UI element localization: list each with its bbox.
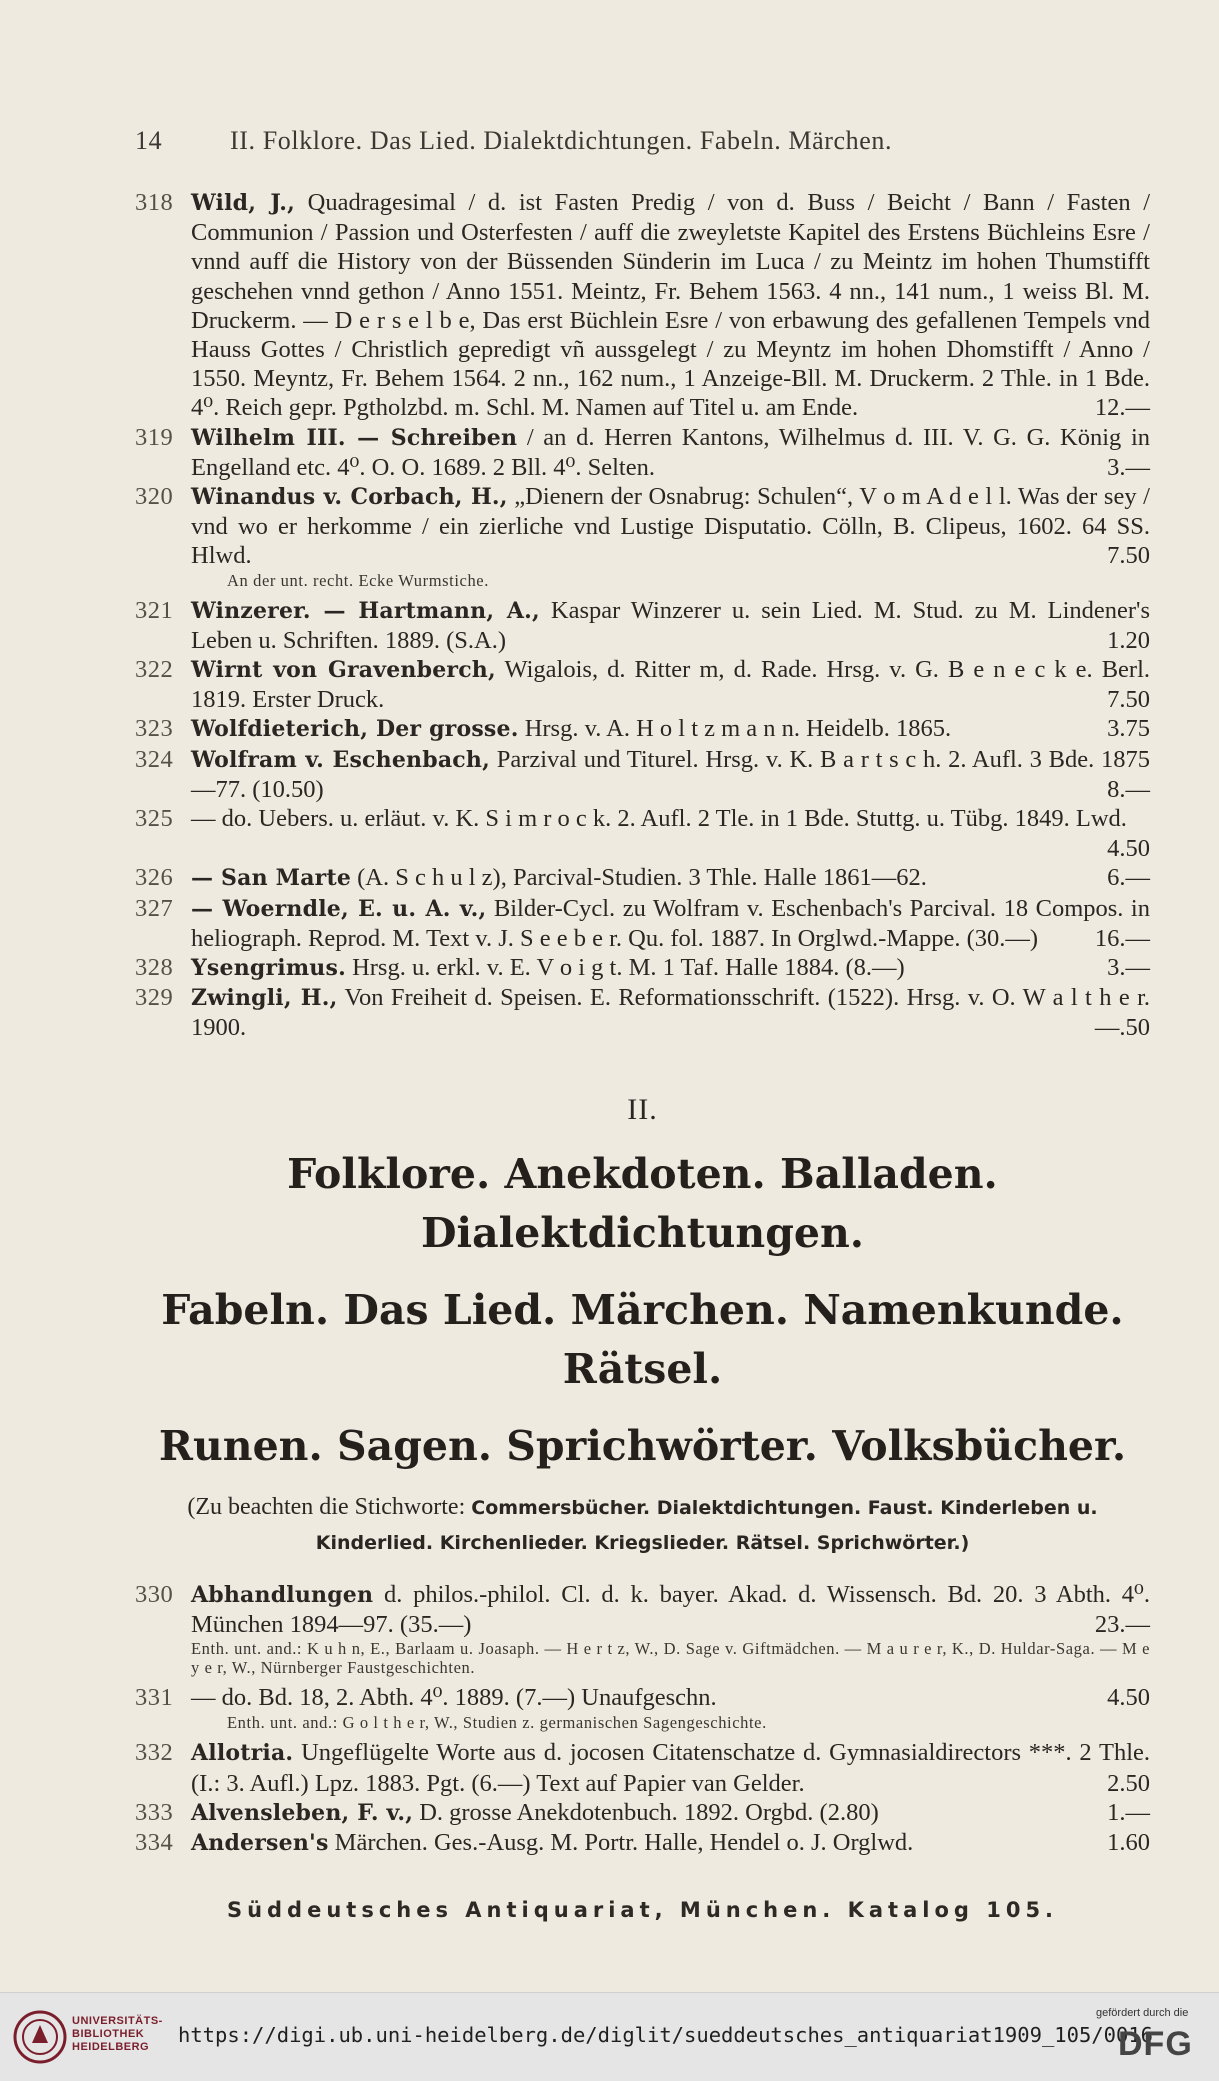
entry-number: 331 (135, 1684, 174, 1712)
entry-text: (A. S c h u l z), Parcival-Studien. 3 Thle. Halle 1861—62. (357, 864, 927, 892)
entry-number: 333 (135, 1798, 174, 1826)
catalog-entry (135, 188, 1150, 423)
section-title (135, 1145, 1150, 1476)
library-name-line: UNIVERSITÄTS- (72, 2015, 163, 2027)
running-head-title: II. Folklore. Das Lied. Dialektdichtungen. Fabeln. Märchen. (230, 126, 893, 155)
entry-list-section-2 (135, 1580, 1150, 1858)
entry-price: 3.75 (1107, 715, 1150, 743)
entry-number: 334 (135, 1828, 174, 1856)
library-name (72, 2015, 163, 2054)
entry-body (191, 1738, 1150, 1797)
see-also-note (135, 1490, 1150, 1560)
entry-author: Winzerer. — Hartmann, A., (191, 597, 540, 624)
funding-caption: gefördert durch die (1096, 2007, 1189, 2019)
university-seal-icon[interactable] (12, 2009, 68, 2065)
entry-price: 4.50 (1107, 1684, 1150, 1712)
entry-price: 7.50 (1107, 686, 1150, 714)
entry-body (191, 953, 1150, 983)
catalog-entry (135, 482, 1150, 571)
entry-text: Parzival und Titurel. Hrsg. v. K. B a r t s c h. 2. Aufl. 3 Bde. 1875—77. (10.50) (191, 745, 1150, 803)
entry-text: Wigalois, d. Ritter m, d. Rade. Hrsg. v. G. B e n e c k e. Berl. 1819. Erster Druck. (191, 656, 1150, 714)
entry-price: 8.— (1107, 775, 1150, 803)
entry-body (191, 655, 1150, 714)
entry-body (191, 482, 1150, 571)
entry-body (191, 983, 1150, 1042)
entry-price: 7.50 (1107, 542, 1150, 570)
section-number: II. (627, 1092, 658, 1126)
entry-text: Von Freiheit d. Speisen. E. Reformationsschrift. (1522). Hrsg. v. O. W a l t h e r. 1900. (191, 984, 1150, 1042)
entry-price: 2.50 (1107, 1769, 1150, 1797)
entry-author: Allotria. (191, 1740, 294, 1767)
entry-text: — do. Uebers. u. erläut. v. K. S i m r o c k. 2. Aufl. 2 Tle. in 1 Bde. Stuttg. u. Tübg. 1849. Lwd. (191, 805, 1127, 833)
entry-number: 326 (135, 864, 174, 892)
library-name-line: BIBLIOTHEK (72, 2028, 145, 2040)
dfg-logo[interactable]: DFG (1118, 2025, 1193, 2063)
entry-number: 322 (135, 656, 174, 684)
entry-price: 1.60 (1107, 1828, 1150, 1856)
catalog-footer: Süddeutsches Antiquariat, München. Katalog 105. (226, 1898, 1059, 1923)
entry-author: Ysengrimus. (191, 955, 346, 982)
entry-author: Alvensleben, F. v., (191, 1799, 414, 1826)
entry-number: 324 (135, 745, 174, 773)
entry-body (191, 804, 1150, 863)
entry-number: 328 (135, 954, 174, 982)
entry-body (191, 1683, 1150, 1713)
entry-body (191, 188, 1150, 423)
page-number: 14 (135, 126, 163, 155)
entry-price: 16.— (1094, 924, 1150, 952)
entry-number: 329 (135, 984, 174, 1012)
entry-price: 3.— (1107, 954, 1150, 982)
entry-number: 327 (135, 894, 174, 922)
entry-body (191, 1580, 1150, 1639)
catalog-entry (135, 894, 1150, 953)
catalog-entry (135, 983, 1150, 1042)
entry-author: Abhandlungen (191, 1581, 374, 1608)
entry-author: Wirnt von Gravenberch, (191, 657, 496, 684)
entry-body (191, 745, 1150, 804)
entry-number: 332 (135, 1739, 174, 1767)
entry-note: Enth. unt. and.: K u h n, E., Barlaam u. Joasaph. — H e r t z, W., D. Sage v. Giftmädchen. — M a u r e r, K., D. Huldar-Saga. — M e y e r, W., Nürnberger Faustgeschichten. (191, 1639, 1150, 1678)
catalog-entry (135, 953, 1150, 983)
see-also-keywords: Commersbücher. Dialektdichtungen. Faust. Kinderleben u. Kinderlied. Kirchenlieder. Kriegslieder. Rätsel. Sprichwörter.) (315, 1496, 1098, 1554)
entry-author: Wild, J., (191, 190, 296, 216)
entry-price: 3.— (1107, 453, 1150, 481)
page-content (135, 126, 1150, 1922)
catalog-entry (135, 745, 1150, 804)
permalink-url[interactable]: https://digi.ub.uni-heidelberg.de/diglit/sueddeutsches_antiquariat1909_105/0016 (178, 2023, 1154, 2047)
entry-price: —.50 (1094, 1014, 1150, 1042)
entry-number: 330 (135, 1580, 174, 1608)
entry-number: 320 (135, 483, 174, 511)
entry-author: Wilhelm III. — Schreiben (191, 424, 518, 451)
catalog-entry (135, 1738, 1150, 1797)
entry-text: D. grosse Anekdotenbuch. 1892. Orgbd. (2.80) (419, 1798, 879, 1826)
entry-author: Wolfdieterich, Der grosse. (191, 716, 519, 743)
entry-body (191, 863, 1150, 893)
entry-text: Kaspar Winzerer u. sein Lied. M. Stud. zu M. Lindener's Leben u. Schriften. 1889. (S.A.) (191, 596, 1151, 654)
catalog-entry (135, 423, 1150, 482)
entry-body (191, 423, 1150, 482)
entry-author: Andersen's (191, 1829, 329, 1856)
catalog-entry (135, 863, 1150, 893)
entry-price: 12.— (1094, 394, 1150, 422)
entry-list (135, 188, 1150, 1043)
section-title-line: Fabeln. Das Lied. Märchen. Namenkunde. Rätsel. (161, 1285, 1124, 1393)
entry-number: 318 (135, 189, 174, 216)
section-title-line: Runen. Sagen. Sprichwörter. Volksbücher. (158, 1421, 1127, 1470)
section-title-line: Folklore. Anekdoten. Balladen. Dialektdichtungen. (287, 1149, 998, 1257)
entry-body (191, 714, 1150, 744)
entry-text: Bilder-Cycl. zu Wolfram v. Eschenbach's Parcival. 18 Compos. in heliograph. Reprod. M. Text v. J. S e e b e r. Qu. fol. 1887. In Orglwd.-Mappe. (30.—) (191, 894, 1150, 952)
catalog-entry (135, 1828, 1150, 1858)
see-also-prefix: (Zu beachten die Stichworte: (187, 1493, 466, 1520)
entry-body (191, 1828, 1150, 1858)
catalog-entry (135, 1798, 1150, 1828)
entry-text: Hrsg. u. erkl. v. E. V o i g t. M. 1 Taf. Halle 1884. (8.—) (352, 954, 905, 982)
entry-price: 4.50 (1107, 835, 1150, 863)
catalog-entry (135, 596, 1150, 655)
entry-text: / an d. Herren Kantons, Wilhelmus d. III. V. G. G. König in Engelland etc. 4⁰. O. O. 1689. 2 Bll. 4⁰. Selten. (191, 423, 1151, 481)
entry-text: d. philos.-philol. Cl. d. k. bayer. Akad. d. Wissensch. Bd. 20. 3 Abth. 4⁰. München 1894—97. (35.—) (191, 1580, 1150, 1638)
entry-text: „Dienern der Osnabrug: Schulen“, V o m A d e l l. Was der sey / vnd wo er herkomme / ein zierliche vnd Lustige Disputatio. Cölln, B. Clipeus, 1602. 64 SS. Hlwd. (191, 483, 1150, 570)
catalog-entry (135, 1683, 1150, 1713)
entry-text: Quadragesimal / d. ist Fasten Predig / von d. Buss / Beicht / Bann / Fasten / Communion / Passion und Osterfesten / auff die zweyletste Kapitel des Erstens Büchleins Esre / vnnd auff die History von der Büssenden Sünderin im Luca / zu Meintz im hohen Thumstifft geschehen vnnd gethon / Anno 1551. Meintz, Fr. Behem 1563. 4 nn., 141 num., 1 weiss Bl. M. Druckerm. — D e r s e l b e, Das erst Büchlein Esre / von erbawung des gefallenen Tempels vnd Hauss Gottes / Christlich gepredigt vñ aussgelegt / zu Meyntz im hohen Dhomstifft / Anno / 1550. Meyntz, Fr. Behem 1564. 2 nn., 162 num., 1 Anzeige-Bll. M. Druckerm. 2 Thle. in 1 Bde. 4⁰. Reich gepr. Pgtholzbd. m. Schl. M. Namen auf Titel u. am Ende. (191, 189, 1151, 422)
entry-author: — San Marte (191, 865, 352, 892)
entry-number: 319 (135, 423, 174, 451)
entry-text: Ungeflügelte Worte aus d. jocosen Citatenschatze d. Gymnasialdirectors ***. 2 Thle. (I.: 3. Aufl.) Lpz. 1883. Pgt. (6.—) Text auf Papier van Gelder. (191, 1739, 1151, 1797)
library-name-line: HEIDELBERG (72, 2041, 150, 2053)
catalog-entry (135, 655, 1150, 714)
running-head (135, 126, 1150, 166)
catalog-entry (135, 714, 1150, 744)
entry-body (191, 894, 1150, 953)
viewer-bottom-bar (0, 1992, 1219, 2081)
entry-body (191, 1798, 1150, 1828)
entry-note: An der unt. recht. Ecke Wurmstiche. (227, 570, 489, 590)
catalog-entry (135, 804, 1150, 863)
entry-note: Enth. unt. and.: G o l t h e r, W., Studien z. germanischen Sagengeschichte. (227, 1713, 767, 1733)
entry-author: — Woerndle, E. u. A. v., (191, 895, 487, 922)
entry-text: — do. Bd. 18, 2. Abth. 4⁰. 1889. (7.—) Unaufgeschn. (191, 1684, 717, 1712)
entry-text: Hrsg. v. A. H o l t z m a n n. Heidelb. 1865. (524, 715, 952, 743)
entry-price: 1.20 (1107, 626, 1150, 654)
entry-text: Märchen. Ges.-Ausg. M. Portr. Halle, Hendel o. J. Orglwd. (334, 1828, 914, 1856)
entry-price: 23.— (1094, 1610, 1150, 1638)
entry-author: Wolfram v. Eschenbach, (191, 746, 490, 773)
entry-number: 325 (135, 805, 174, 833)
entry-number: 321 (135, 596, 174, 624)
entry-number: 323 (135, 715, 174, 743)
entry-price: 6.— (1107, 864, 1150, 892)
entry-body (191, 596, 1150, 655)
entry-author: Zwingli, H., (191, 985, 338, 1012)
entry-author: Winandus v. Corbach, H., (191, 484, 508, 511)
entry-price: 1.— (1107, 1798, 1150, 1826)
catalog-entry (135, 1580, 1150, 1639)
